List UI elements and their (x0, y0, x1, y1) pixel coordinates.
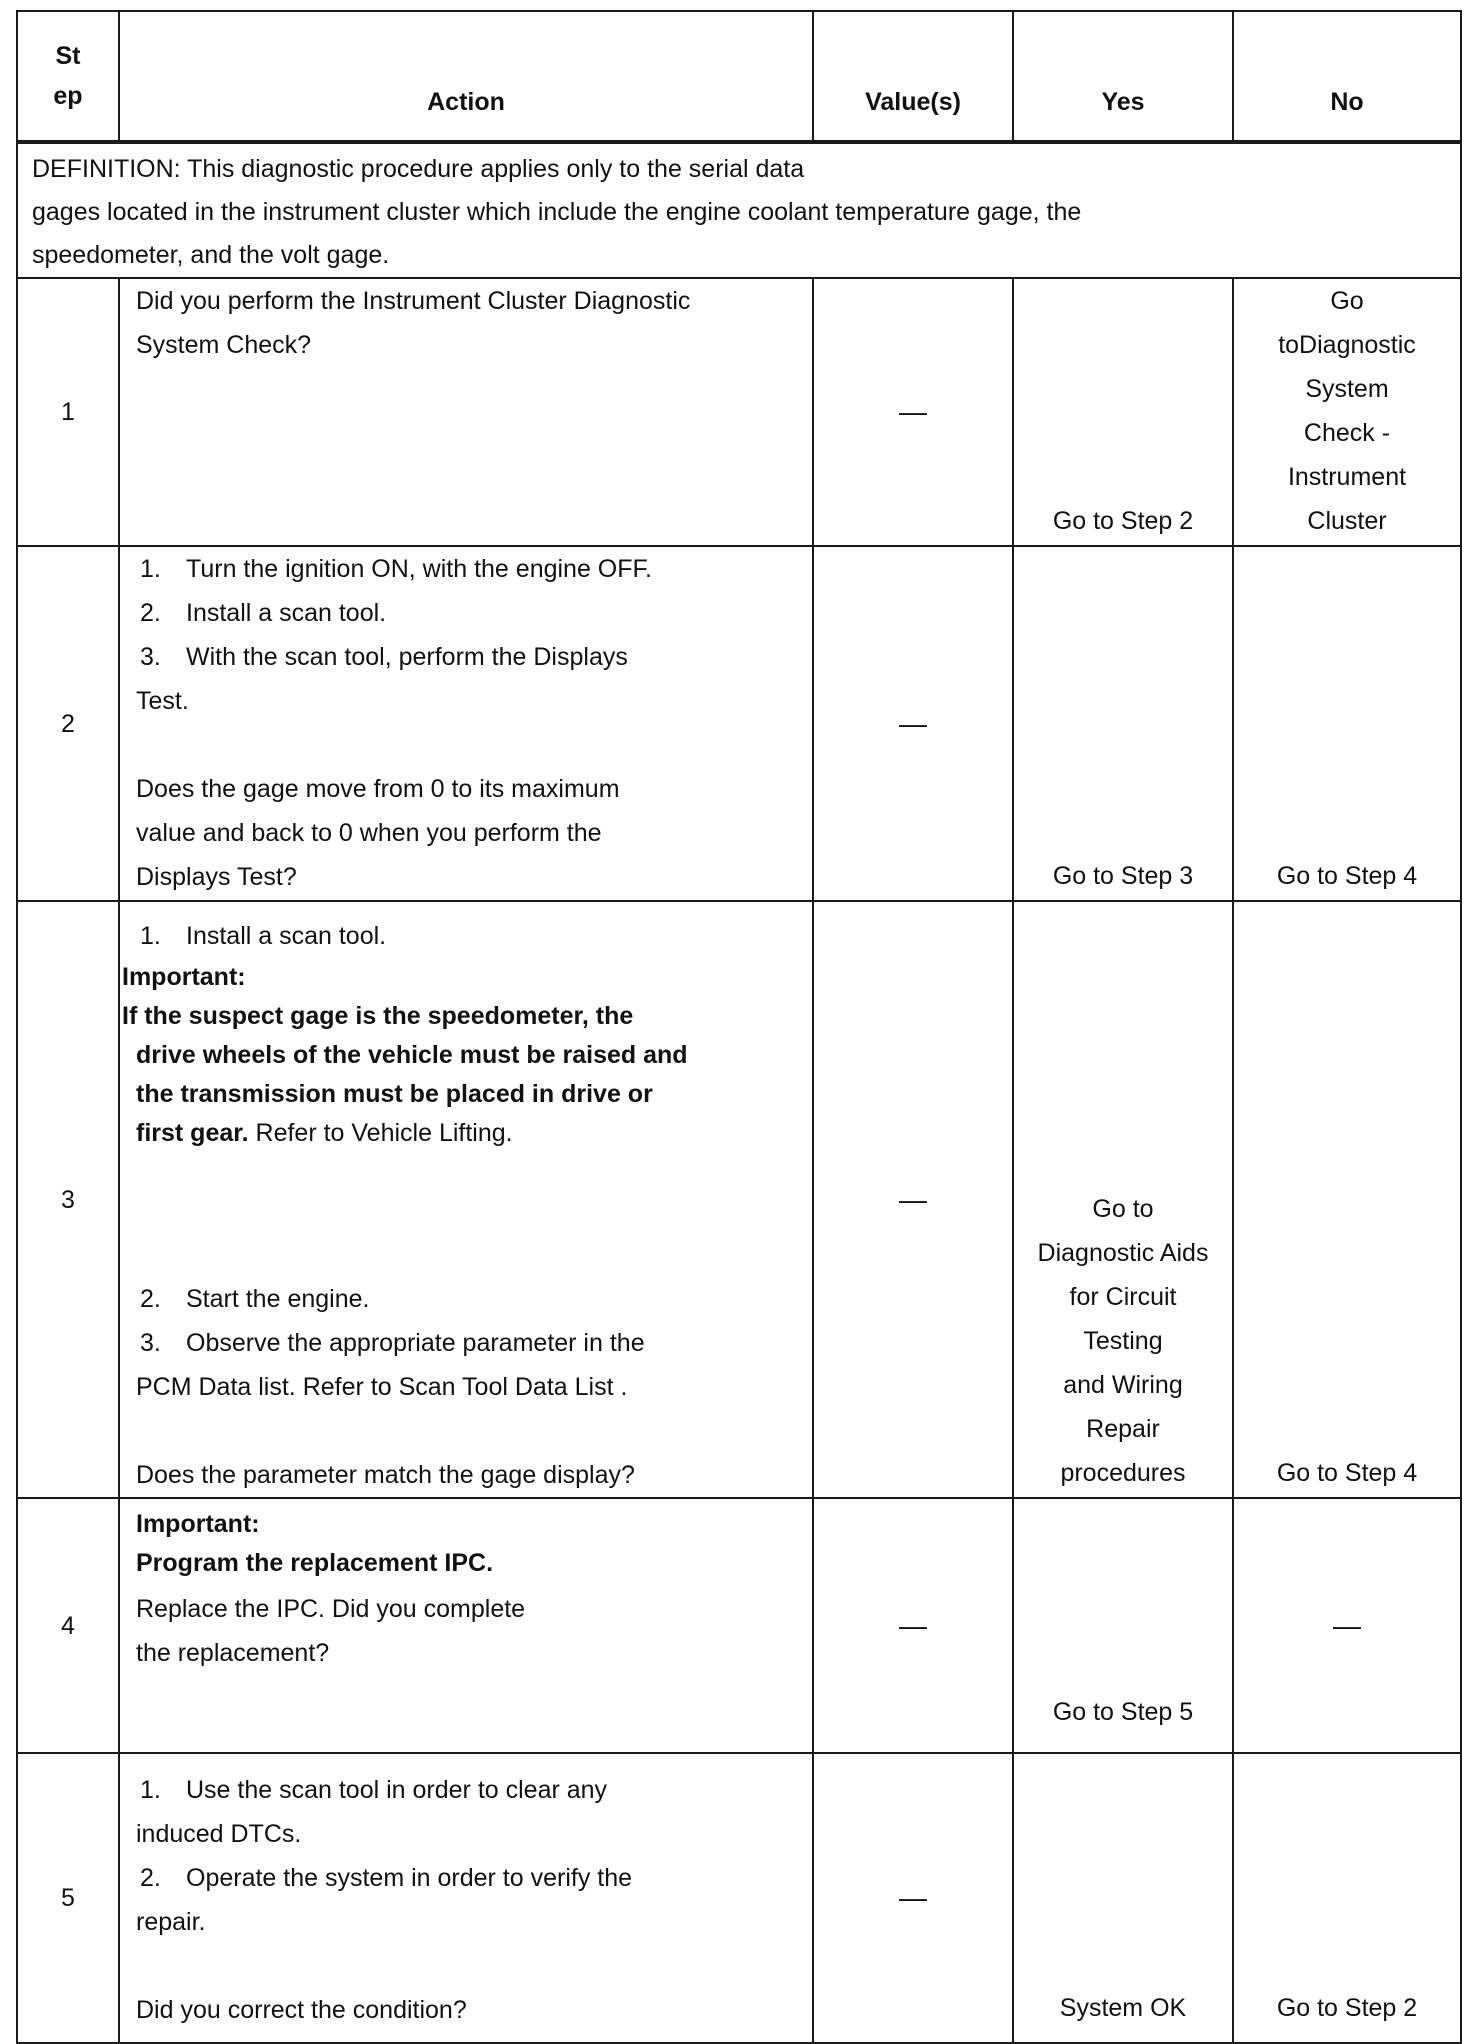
step-number: 3 (17, 901, 119, 1498)
step-action: Important: Program the replacement IPC. Replace the IPC. Did you complete the replacement? (119, 1498, 813, 1753)
step-number: 4 (17, 1498, 119, 1753)
important-label: Important: (122, 963, 246, 991)
table-row (17, 1753, 1461, 2043)
step-question: Does the parameter match the gage display? (136, 1461, 635, 1489)
no-column-header: No (1233, 11, 1461, 142)
step-yes: Go to Step 3 (1013, 546, 1233, 901)
list-item: 2. Start the engine. (140, 1285, 370, 1313)
step-no: Go to Step 4 (1233, 901, 1461, 1498)
values-column-header: Value(s) (813, 11, 1013, 142)
definition-text: DEFINITION: This diagnostic procedure applies only to the serial data gages located in the instrument cluster which include the engine coolant temperature gage, the speedometer, and the volt gage. (17, 142, 1461, 278)
step-column-header: St ep (17, 11, 119, 142)
step-question: Did you correct the condition? (136, 1996, 467, 2024)
list-item: 2. Operate the system in order to verify the (140, 1864, 633, 1892)
list-item: 1. Install a scan tool. (140, 922, 387, 950)
step-value: — (813, 1753, 1013, 2043)
diagnostic-table (16, 10, 1462, 2044)
list-item: 2. Install a scan tool. (140, 599, 387, 627)
important-note: If the suspect gage is the speedometer, the (122, 1002, 634, 1030)
action-column-header: Action (119, 11, 813, 142)
definition-row (17, 142, 1461, 278)
step-question: Does the gage move from 0 to its maximum (136, 775, 620, 803)
step-yes: System OK (1013, 1753, 1233, 2043)
step-no: Go to Step 4 (1233, 546, 1461, 901)
step-value: — (813, 901, 1013, 1498)
step-value: — (813, 278, 1013, 546)
step-no: — (1233, 1498, 1461, 1753)
step-yes: Go to Diagnostic Aids for Circuit Testing and Wiring Repair procedures (1013, 901, 1233, 1498)
diagnostic-table-page (16, 10, 1460, 2030)
step-value: — (813, 1498, 1013, 1753)
step-value: — (813, 546, 1013, 901)
step-action: 1. Install a scan tool. Important: If the suspect gage is the speedometer, the drive wheels of the vehicle must be raised and the transmission must be placed in drive or first gear. Refer to Vehicle Lifting. 2. Start the engine. 3. Observe the appropriate parameter in the PCM Data list. Refer to Scan Tool Data List . Does the parameter match the gage display? (119, 901, 813, 1498)
list-item: 1. Use the scan tool in order to clear any (140, 1776, 608, 1804)
step-no: Go to Step 2 (1233, 1753, 1461, 2043)
list-item: 3. With the scan tool, perform the Displays (140, 643, 628, 671)
step-number: 2 (17, 546, 119, 901)
list-item: 1. Turn the ignition ON, with the engine OFF. (140, 555, 652, 583)
step-action: 1. Turn the ignition ON, with the engine OFF. 2. Install a scan tool. 3. With the scan tool, perform the Displays Test. Does the gage move from 0 to its maximum value and back to 0 when you perform the Displays Test? (119, 546, 813, 901)
table-row (17, 901, 1461, 1498)
table-row (17, 546, 1461, 901)
step-number: 1 (17, 278, 119, 546)
step-number: 5 (17, 1753, 119, 2043)
step-yes: Go to Step 5 (1013, 1498, 1233, 1753)
yes-column-header: Yes (1013, 11, 1233, 142)
important-label: Important: (136, 1510, 260, 1538)
step-yes: Go to Step 2 (1013, 278, 1233, 546)
step-action: Did you perform the Instrument Cluster Diagnostic System Check? (119, 278, 813, 546)
step-action: 1. Use the scan tool in order to clear any induced DTCs. 2. Operate the system in order to verify the repair. Did you correct the condition? (119, 1753, 813, 2043)
list-item: 3. Observe the appropriate parameter in the (140, 1329, 645, 1357)
table-row (17, 278, 1461, 546)
table-row (17, 1498, 1461, 1753)
table-header-row (17, 11, 1461, 142)
important-note: Program the replacement IPC. (136, 1549, 494, 1577)
step-no: Go toDiagnostic System Check - Instrument Cluster (1233, 278, 1461, 546)
